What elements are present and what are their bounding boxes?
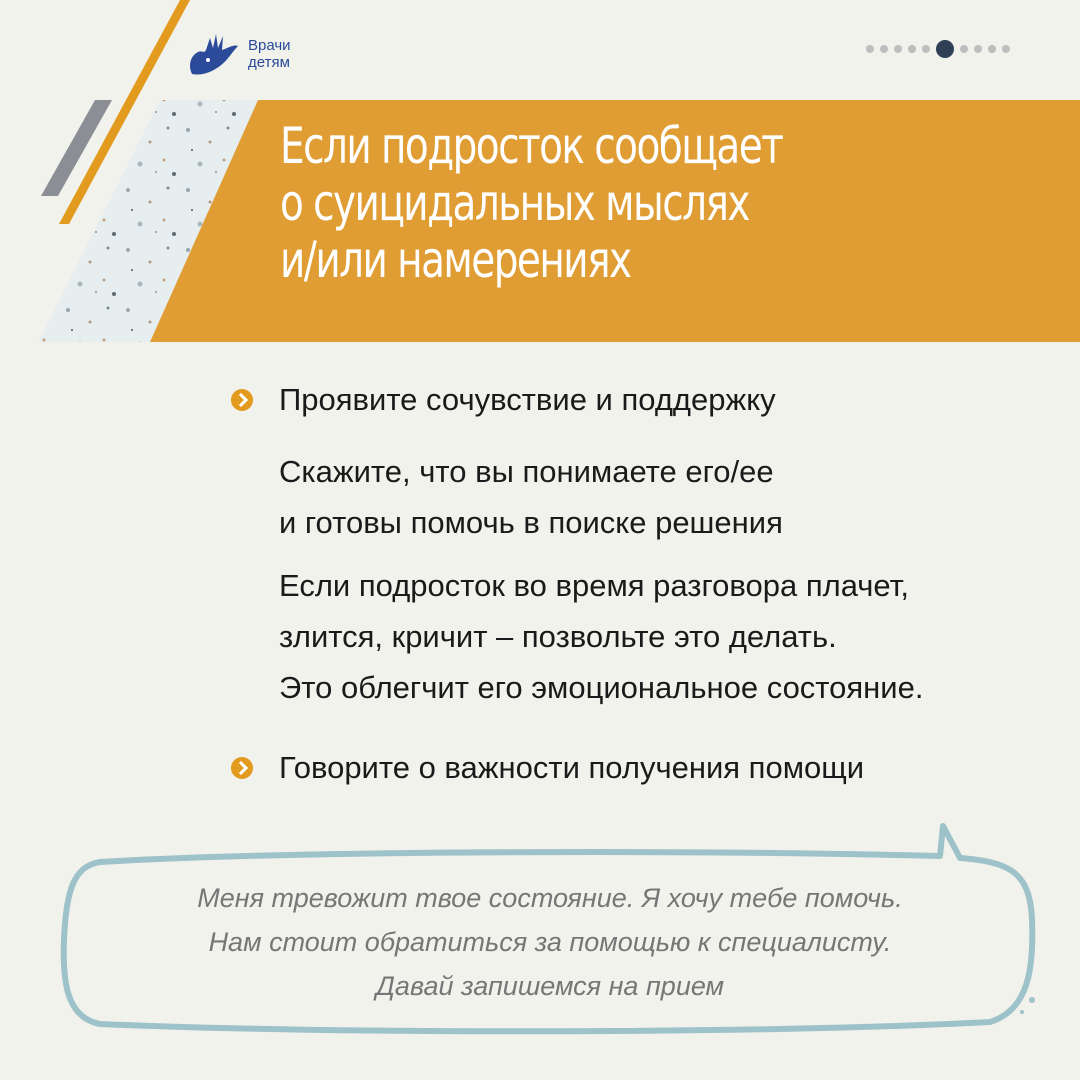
pager-dot[interactable] — [894, 45, 902, 53]
quote-line: Меня тревожит твое состояние. Я хочу тебе помочь. — [197, 883, 903, 913]
pager-dot[interactable] — [1002, 45, 1010, 53]
pager-dot[interactable] — [866, 45, 874, 53]
pager-dot[interactable] — [908, 45, 916, 53]
title-line: и/или намерениях — [280, 231, 631, 289]
brand-line-2: детям — [248, 54, 290, 71]
paragraph-line: Скажите, что вы понимаете его/ее — [279, 454, 774, 489]
pager-dot[interactable] — [880, 45, 888, 53]
pager-dot[interactable] — [922, 45, 930, 53]
list-item-label: Проявите сочувствие и поддержку — [279, 382, 776, 417]
title-line: о суицидальных мыслях — [280, 174, 749, 232]
list-item-label: Говорите о важности получения помощи — [279, 750, 865, 785]
paragraph-line: и готовы помочь в поиске решения — [279, 505, 783, 540]
pager-dot[interactable] — [988, 45, 996, 53]
paragraph — [279, 446, 783, 548]
paragraph-line: Если подросток во время разговора плачет, — [279, 568, 910, 603]
chevron-right-circle-icon — [231, 389, 253, 411]
slide-pager — [866, 40, 1010, 58]
quote-line: Нам стоит обратиться за помощью к специалисту. — [208, 927, 892, 957]
list-item — [231, 750, 864, 786]
pager-dot-active[interactable] — [936, 40, 954, 58]
pager-dot[interactable] — [960, 45, 968, 53]
brand-logo — [186, 30, 291, 78]
list-item — [231, 382, 776, 418]
paragraph-line: Это облегчит его эмоциональное состояние. — [279, 670, 924, 705]
paragraph-line: злится, кричит – позвольте это делать. — [279, 619, 837, 654]
brand-line-1: Врачи — [248, 37, 291, 54]
pager-dot[interactable] — [974, 45, 982, 53]
page-title — [280, 118, 873, 289]
hand-bird-icon — [186, 30, 242, 78]
speech-bubble-quote — [80, 876, 1020, 1008]
paragraph — [279, 560, 923, 713]
title-line: Если подросток сообщает — [280, 117, 783, 175]
brand-name — [248, 37, 291, 71]
chevron-right-circle-icon — [231, 757, 253, 779]
quote-line: Давай запишемся на прием — [375, 971, 725, 1001]
